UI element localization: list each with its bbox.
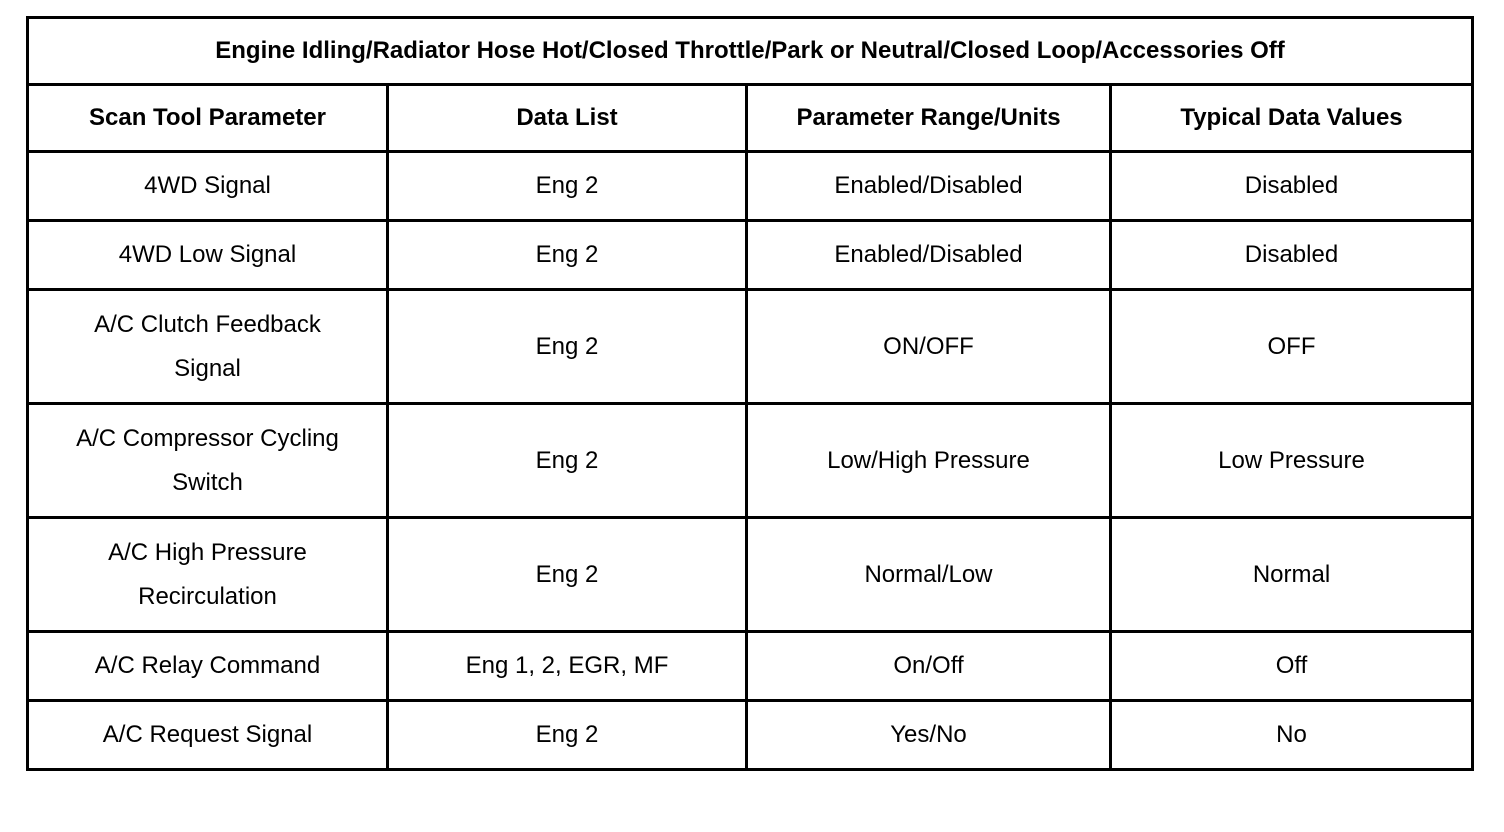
header-cell: Parameter Range/Units [747, 85, 1111, 152]
header-cell: Data List [388, 85, 747, 152]
table-cell: Eng 2 [388, 152, 747, 221]
table-cell: Disabled [1111, 152, 1473, 221]
table-cell: ON/OFF [747, 290, 1111, 404]
header-cell: Typical Data Values [1111, 85, 1473, 152]
table-cell: Eng 2 [388, 221, 747, 290]
table-cell: Yes/No [747, 701, 1111, 770]
table-cell: A/C Clutch Feedback Signal [28, 290, 388, 404]
table-cell: A/C High Pressure Recirculation [28, 518, 388, 632]
table-row [28, 152, 1473, 221]
table-cell: 4WD Low Signal [28, 221, 388, 290]
table-row [28, 290, 1473, 404]
table-cell: No [1111, 701, 1473, 770]
table-cell: A/C Compressor Cycling Switch [28, 404, 388, 518]
header-row [28, 85, 1473, 152]
table-cell: Enabled/Disabled [747, 221, 1111, 290]
table-row [28, 701, 1473, 770]
table-title-row [28, 18, 1473, 85]
table-cell: Enabled/Disabled [747, 152, 1111, 221]
table-cell: Eng 1, 2, EGR, MF [388, 632, 747, 701]
table-cell: Normal [1111, 518, 1473, 632]
table-cell: OFF [1111, 290, 1473, 404]
table-row [28, 518, 1473, 632]
table-cell: Low/High Pressure [747, 404, 1111, 518]
table-row [28, 404, 1473, 518]
table-cell: On/Off [747, 632, 1111, 701]
table-cell: Eng 2 [388, 290, 747, 404]
table-cell: Eng 2 [388, 518, 747, 632]
table-cell: 4WD Signal [28, 152, 388, 221]
table-cell: Off [1111, 632, 1473, 701]
table-cell: Disabled [1111, 221, 1473, 290]
table-cell: Eng 2 [388, 404, 747, 518]
header-cell: Scan Tool Parameter [28, 85, 388, 152]
table-cell: Eng 2 [388, 701, 747, 770]
table-cell: A/C Request Signal [28, 701, 388, 770]
table-cell: Normal/Low [747, 518, 1111, 632]
table-row [28, 632, 1473, 701]
table-cell: Low Pressure [1111, 404, 1473, 518]
scan-tool-data-table [26, 16, 1474, 771]
table-cell: A/C Relay Command [28, 632, 388, 701]
table-title: Engine Idling/Radiator Hose Hot/Closed Throttle/Park or Neutral/Closed Loop/Accessories Off [28, 18, 1473, 85]
table-row [28, 221, 1473, 290]
